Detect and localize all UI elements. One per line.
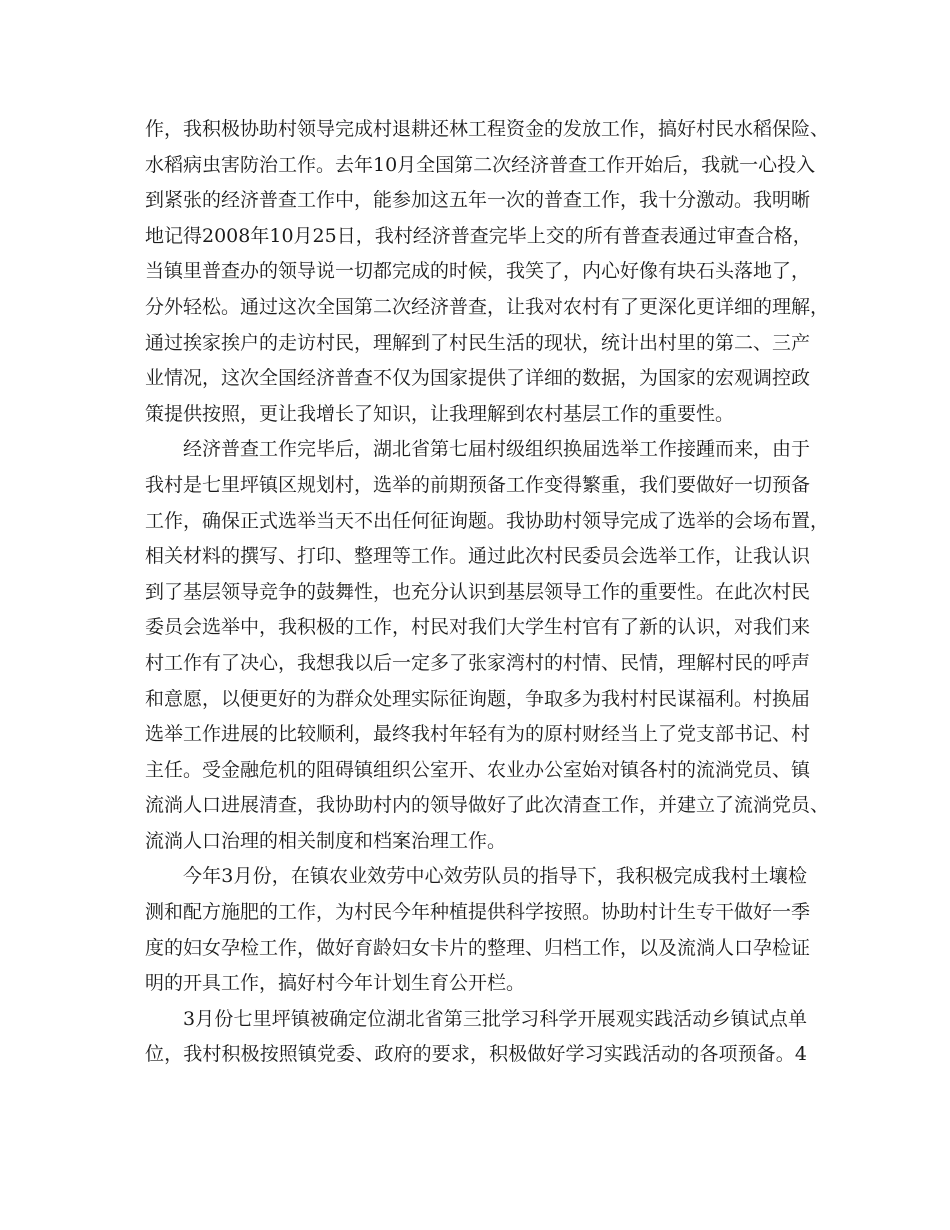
- text-line: 相关材料的撰写、打印、整理等工作。通过此次村民委员会选举工作，让我认识: [145, 545, 811, 568]
- text-line: 业情况，这次全国经济普查不仅为国家提供了详细的数据，为国家的宏观调控政: [145, 367, 811, 390]
- text-line: 明的开具工作，搞好村今年计划生育公开栏。: [145, 972, 526, 995]
- paragraph-3: [145, 859, 811, 1001]
- text-line: 村工作有了决心，我想我以后一定多了张家湾村的村情、民情，理解村民的呼声: [145, 651, 811, 674]
- text-line: 委员会选举中，我积极的工作，村民对我们大学生村官有了新的认识，对我们来: [145, 616, 811, 639]
- text-line: 工作，确保正式选举当天不出任何征询题。我协助村领导完成了选举的会场布置，: [145, 509, 830, 532]
- text-line: 地记得2008年10月25日，我村经济普查完毕上交的所有普查表通过审查合格，: [145, 224, 812, 247]
- text-line: 策提供按照，更让我增长了知识，让我理解到农村基层工作的重要性。: [145, 402, 735, 425]
- text-line: 3月份七里坪镇被确定位湖北省第三批学习科学开展观实践活动乡镇试点单: [183, 1007, 807, 1030]
- paragraph-1: [145, 112, 830, 432]
- text-line: 流淌人口进展清查，我协助村内的领导做好了此次清查工作，并建立了流淌党员、: [145, 794, 830, 817]
- text-line: 流淌人口治理的相关制度和档案治理工作。: [145, 829, 507, 852]
- text-line: 到了基层领导竞争的鼓舞性，也充分认识到基层领导工作的重要性。在此次村民: [145, 580, 811, 603]
- text-line: 到紧张的经济普查工作中，能参加这五年一次的普查工作，我十分激动。我明晰: [145, 189, 811, 212]
- text-line: 分外轻松。通过这次全国第二次经济普查，让我对农村有了更深化更详细的理解，: [145, 295, 830, 318]
- text-line: 测和配方施肥的工作，为村民今年种植提供科学按照。协助村计生专干做好一季: [145, 901, 811, 924]
- text-line: 经济普查工作完毕后，湖北省第七届村级组织换届选举工作接踵而来，由于: [183, 438, 811, 461]
- text-line: 当镇里普查办的领导说一切都完成的时候，我笑了，内心好像有块石头落地了，: [145, 260, 811, 283]
- text-line: 选举工作进展的比较顺利，最终我村年轻有为的原村财经当上了党支部书记、村: [145, 723, 811, 746]
- document-body: [145, 112, 830, 1073]
- text-line: 今年3月份，在镇农业效劳中心效劳队员的指导下，我积极完成我村土壤检: [183, 865, 807, 888]
- text-line: 主任。受金融危机的阻碍镇组织公室开、农业办公室始对镇各村的流淌党员、镇: [145, 758, 811, 781]
- paragraph-2: [145, 432, 830, 859]
- text-line: 通过挨家挨户的走访村民，理解到了村民生活的现状，统计出村里的第二、三产: [145, 331, 811, 354]
- text-line: 水稻病虫害防治工作。去年10月全国第二次经济普查工作开始后，我就一心投入: [145, 153, 816, 176]
- paragraph-4: [145, 1002, 807, 1073]
- text-line: 作，我积极协助村领导完成村退耕还林工程资金的发放工作，搞好村民水稻保险、: [145, 118, 830, 140]
- text-line: 和意愿，以便更好的为群众处理实际征询题，争取多为我村村民谋福利。村换届: [145, 687, 811, 710]
- text-line: 位，我村积极按照镇党委、政府的要求，积极做好学习实践活动的各项预备。4: [145, 1043, 807, 1066]
- text-line: 我村是七里坪镇区规划村，选举的前期预备工作变得繁重，我们要做好一切预备: [145, 473, 811, 496]
- text-line: 度的妇女孕检工作，做好育龄妇女卡片的整理、归档工作，以及流淌人口孕检证: [145, 936, 811, 959]
